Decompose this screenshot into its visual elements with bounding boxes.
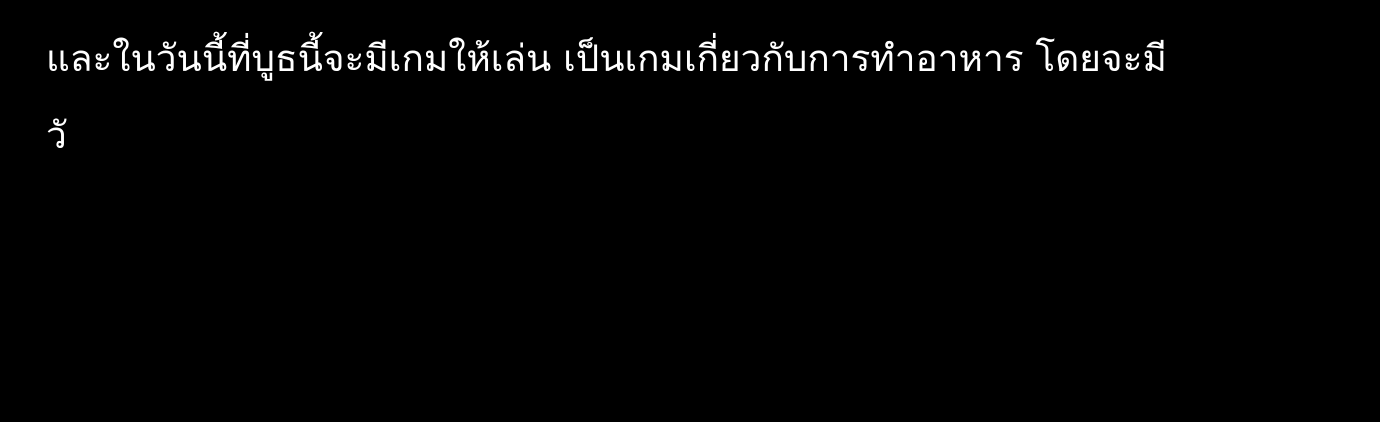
subtitle-caption (46, 37, 1346, 157)
subtitle-line-2: วั (46, 114, 67, 157)
subtitle-line-1: และในวันนี้ที่บูธนี้จะมีเกมให้เล่น เป็นเกมเกี่ยวกับการทำอาหาร โดยจะมี (46, 37, 1167, 80)
